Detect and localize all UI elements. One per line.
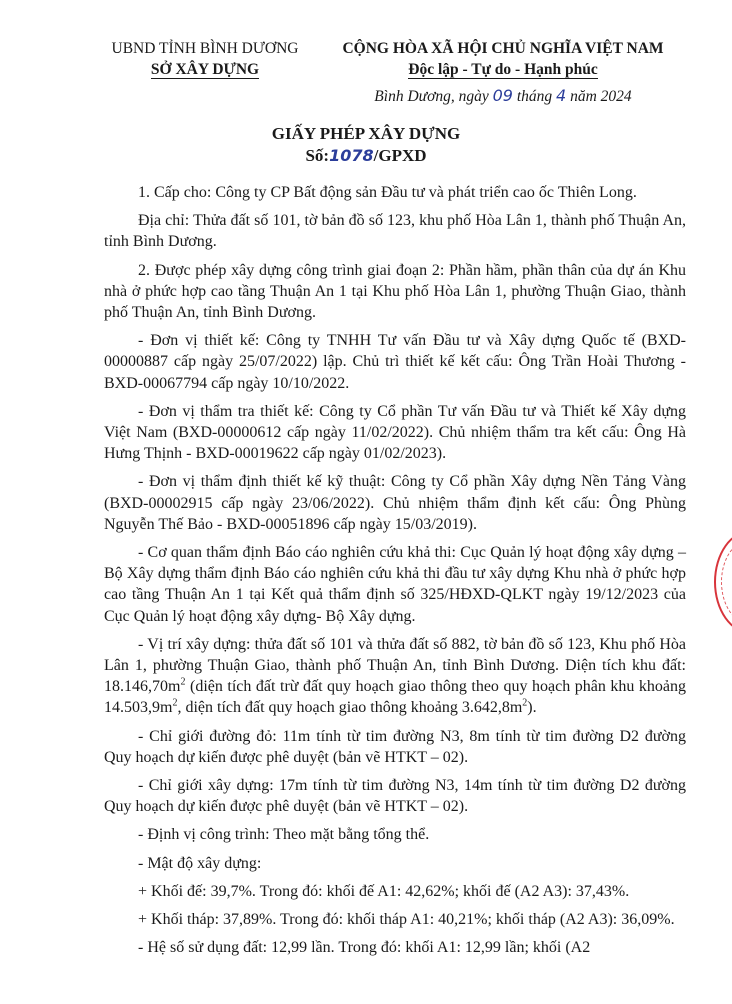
paragraph-density: - Mật độ xây dựng: (138, 854, 262, 872)
handwritten-day: 09 (492, 86, 513, 105)
paragraph-build-line: - Chỉ giới xây dựng: 17m tính từ tim đường N3, 14m tính từ tim đường D2 đường Quy hoạch dự kiến được phê duyệt (bản vẽ HTKT – 02). (104, 777, 686, 816)
document-number: Số:1078/GPXD (305, 146, 427, 165)
paragraph-podium: + Khối đế: 39,7%. Trong đó: khối đế A1: 42,62%; khối đế (A2 A3): 37,43%. (138, 882, 630, 900)
country-name: CỘNG HÒA XÃ HỘI CHỦ NGHĨA VIỆT NAM (342, 40, 664, 57)
paragraph-address: Địa chỉ: Thửa đất số 101, tờ bản đồ số 123, khu phố Hòa Lân 1, thành phố Thuận An, tỉnh Bình Dương. (104, 212, 686, 251)
date-line: Bình Dương, ngày 09 tháng 4 năm 2024 (374, 86, 632, 105)
paragraph-permission: 2. Được phép xây dựng công trình giai đoạn 2: Phần hầm, phần thân của dự án Khu nhà ở phức hợp cao tầng Thuận An 1 tại Khu phố Hòa Lân 1, phường Thuận Giao, thành phố Thuận An, tỉnh Bình Dương. (104, 261, 686, 322)
paragraph-tower: + Khối tháp: 37,89%. Trong đó: khối tháp A1: 40,21%; khối tháp (A2 A3): 36,09%. (138, 911, 675, 929)
handwritten-number: 1078 (329, 146, 374, 165)
paragraph-feasibility: - Cơ quan thẩm định Báo cáo nghiên cứu khả thi: Cục Quản lý hoạt động xây dựng – Bộ Xây dựng thẩm định Báo cáo nghiên cứu khả thi đầu tư xây dựng Khu nhà ở phức hợp cao tầng Thuận An 1 tại Kết quả thẩm định số 325/HĐXD-QLKT ngày 19/12/2023 của Cục Quản lý hoạt động xây dựng- Bộ Xây dựng. (104, 544, 686, 625)
issuing-agency (100, 38, 310, 80)
red-seal-stamp (714, 530, 732, 634)
paragraph-red-line: - Chỉ giới đường đỏ: 11m tính từ tim đường N3, 8m tính từ tim đường D2 đường Quy hoạch dự kiến được phê duyệt (bản vẽ HTKT – 02). (104, 727, 686, 766)
agency-line2: SỞ XÂY DỰNG (150, 61, 260, 78)
paragraph-land-use: - Hệ số sử dụng đất: 12,99 lần. Trong đó: khối A1: 12,99 lần; khối (A2 (138, 939, 591, 957)
paragraph-verifier: - Đơn vị thẩm tra thiết kế: Công ty Cổ phần Tư vấn Đầu tư và Thiết kế Xây dựng Việt Nam (BXD-00000612 cấp ngày 11/02/2022). Chủ nhiệm thẩm tra kết cấu: Ông Hà Hưng Thịnh - BXD-00019622 cấp ngày 01/02/2023). (104, 402, 686, 463)
paragraph-positioning: - Định vị công trình: Theo mặt bằng tổng thể. (138, 826, 430, 844)
paragraph-designer: - Đơn vị thiết kế: Công ty TNHH Tư vấn Đầu tư và Xây dựng Quốc tế (BXD-00000887 cấp ngày 25/07/2022) lập. Chủ trì thiết kế kết cấu: Ông Trần Hoài Thương - BXD-00067794 cấp ngày 10/10/2022. (104, 332, 686, 392)
handwritten-month: 4 (556, 86, 567, 105)
permit-body (104, 182, 686, 966)
national-heading (318, 38, 688, 80)
paragraph-appraiser: - Đơn vị thẩm định thiết kế kỹ thuật: Công ty Cổ phần Xây dựng Nền Tảng Vàng (BXD-00002915 cấp ngày 23/06/2022). Chủ nhiệm thẩm định kết cấu: Ông Phùng Nguyễn Thế Bảo - BXD-00051896 cấp ngày 15/03/2019). (104, 473, 686, 533)
motto: Độc lập - Tự do - Hạnh phúc (408, 61, 598, 78)
paragraph-location: - Vị trí xây dựng: thửa đất số 101 và thửa đất số 882, tờ bản đồ số 123, Khu phố Hòa Lân 1, phường Thuận Giao, thành phố Thuận An, tỉnh Bình Dương. Diện tích khu đất: $18.146,70m^2$ (diện tích đất trừ đất quy hoạch giao thông theo quy hoạch phân khu khoảng $14.503,9m^2$, diện tích đất quy hoạch giao thông khoảng $3.642,8m^2$). (104, 635, 686, 717)
paragraph-grantee: 1. Cấp cho: Công ty CP Bất động sản Đầu tư và phát triển cao ốc Thiên Long. (138, 184, 637, 201)
document-title: GIẤY PHÉP XÂY DỰNG (271, 124, 461, 143)
agency-line1: UBND TỈNH BÌNH DƯƠNG (111, 40, 299, 57)
